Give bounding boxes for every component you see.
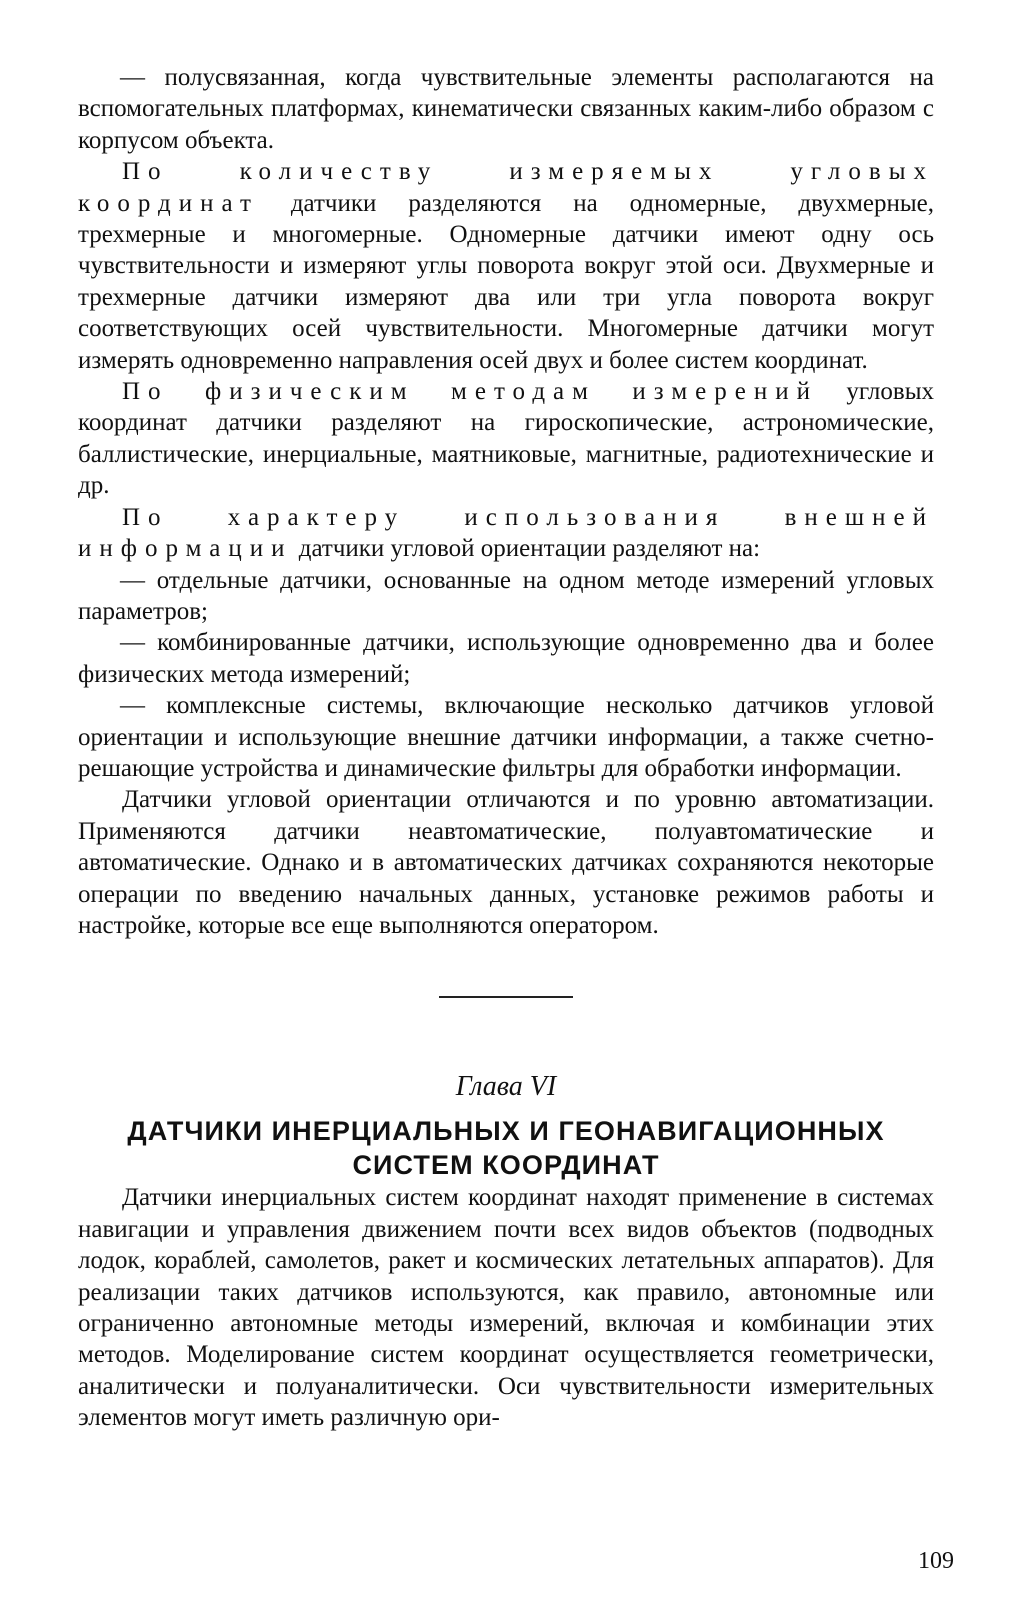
page-number: 109	[918, 1548, 954, 1574]
chapter-intro-paragraph: Датчики инерциальных систем координат находят применение в системах навигации и управления движением почти всех видов объектов (подводных лодок, кораблей, самолетов, ракет и космических летательных аппаратов). Для реализации таких датчиков используются, как правило, автономные или ограниченно автономные методы измерений, включая и комбинации этих методов. Моделирование систем координат осуществляется геометрически, аналитически и полуаналитически. Оси чувствительности измерительных элементов могут иметь различную ори-	[78, 1184, 934, 1432]
chapter-label: Глава VI	[455, 1071, 557, 1103]
paragraph-lead: По характеру использования внешней информации	[78, 503, 934, 563]
paragraph-by-methods	[78, 376, 934, 502]
paragraph-semi-coupled: — полусвязанная, когда чувствительные элементы располагаются на вспомогательных платформах, кинематически связанных каким-либо образом с корпусом объекта.	[78, 64, 934, 154]
list-item-complex-systems: — комплексные системы, включающие несколько датчиков угловой ориентации и использующие внешние датчики информации, а также счетно-решающие устройства и динамические фильтры для обработки информации.	[78, 692, 934, 782]
paragraph-automation: Датчики угловой ориентации отличаются и по уровню автоматизации. Применяются датчики неавтоматические, полуавтоматические и автоматические. Однако и в автоматических датчиках сохраняются некоторые операции по введению начальных данных, установке режимов работы и настройке, которые все еще выполняются оператором.	[78, 786, 934, 939]
section-divider	[439, 996, 573, 998]
paragraph-by-external-info	[78, 502, 934, 565]
paragraph-body: датчики угловой ориентации разделяют на:	[292, 535, 761, 563]
paragraph-body: угловых координат датчики разделяют на гироскопические, астрономические, баллистические, инерциальные, маятниковые, магнитные, радиотехнические и др.	[78, 378, 934, 500]
chapter-title-line: СИСТЕМ КООРДИНАТ	[352, 1150, 660, 1181]
paragraph-lead: По количеству измеряемых угловых координат	[78, 158, 934, 217]
chapter-title-line: ДАТЧИКИ ИНЕРЦИАЛЬНЫХ И ГЕОНАВИГАЦИОННЫХ	[127, 1116, 885, 1147]
paragraph-lead: По физическим методам измерений	[122, 378, 818, 406]
paragraph-body: датчики разделяются на одномерные, двухмерные, трехмерные и многомерные. Одномерные датчики имеют одну ось чувствительности и измеряют углы поворота вокруг этой оси. Двухмерные и трехмерные датчики измеряют два или три угла поворота вокруг соответствующих осей чувствительности. Многомерные датчики могут измерять одновременно направления осей двух и более систем координат.	[78, 189, 934, 374]
paragraph-by-coordinates	[78, 156, 934, 376]
page-text	[78, 62, 934, 1434]
chapter-title	[78, 1114, 934, 1182]
list-item-separate-sensors: — отдельные датчики, основанные на одном методе измерений угловых параметров;	[78, 566, 934, 625]
list-item-combined-sensors: — комбинированные датчики, использующие одновременно два и более физических метода измерений;	[78, 629, 934, 688]
